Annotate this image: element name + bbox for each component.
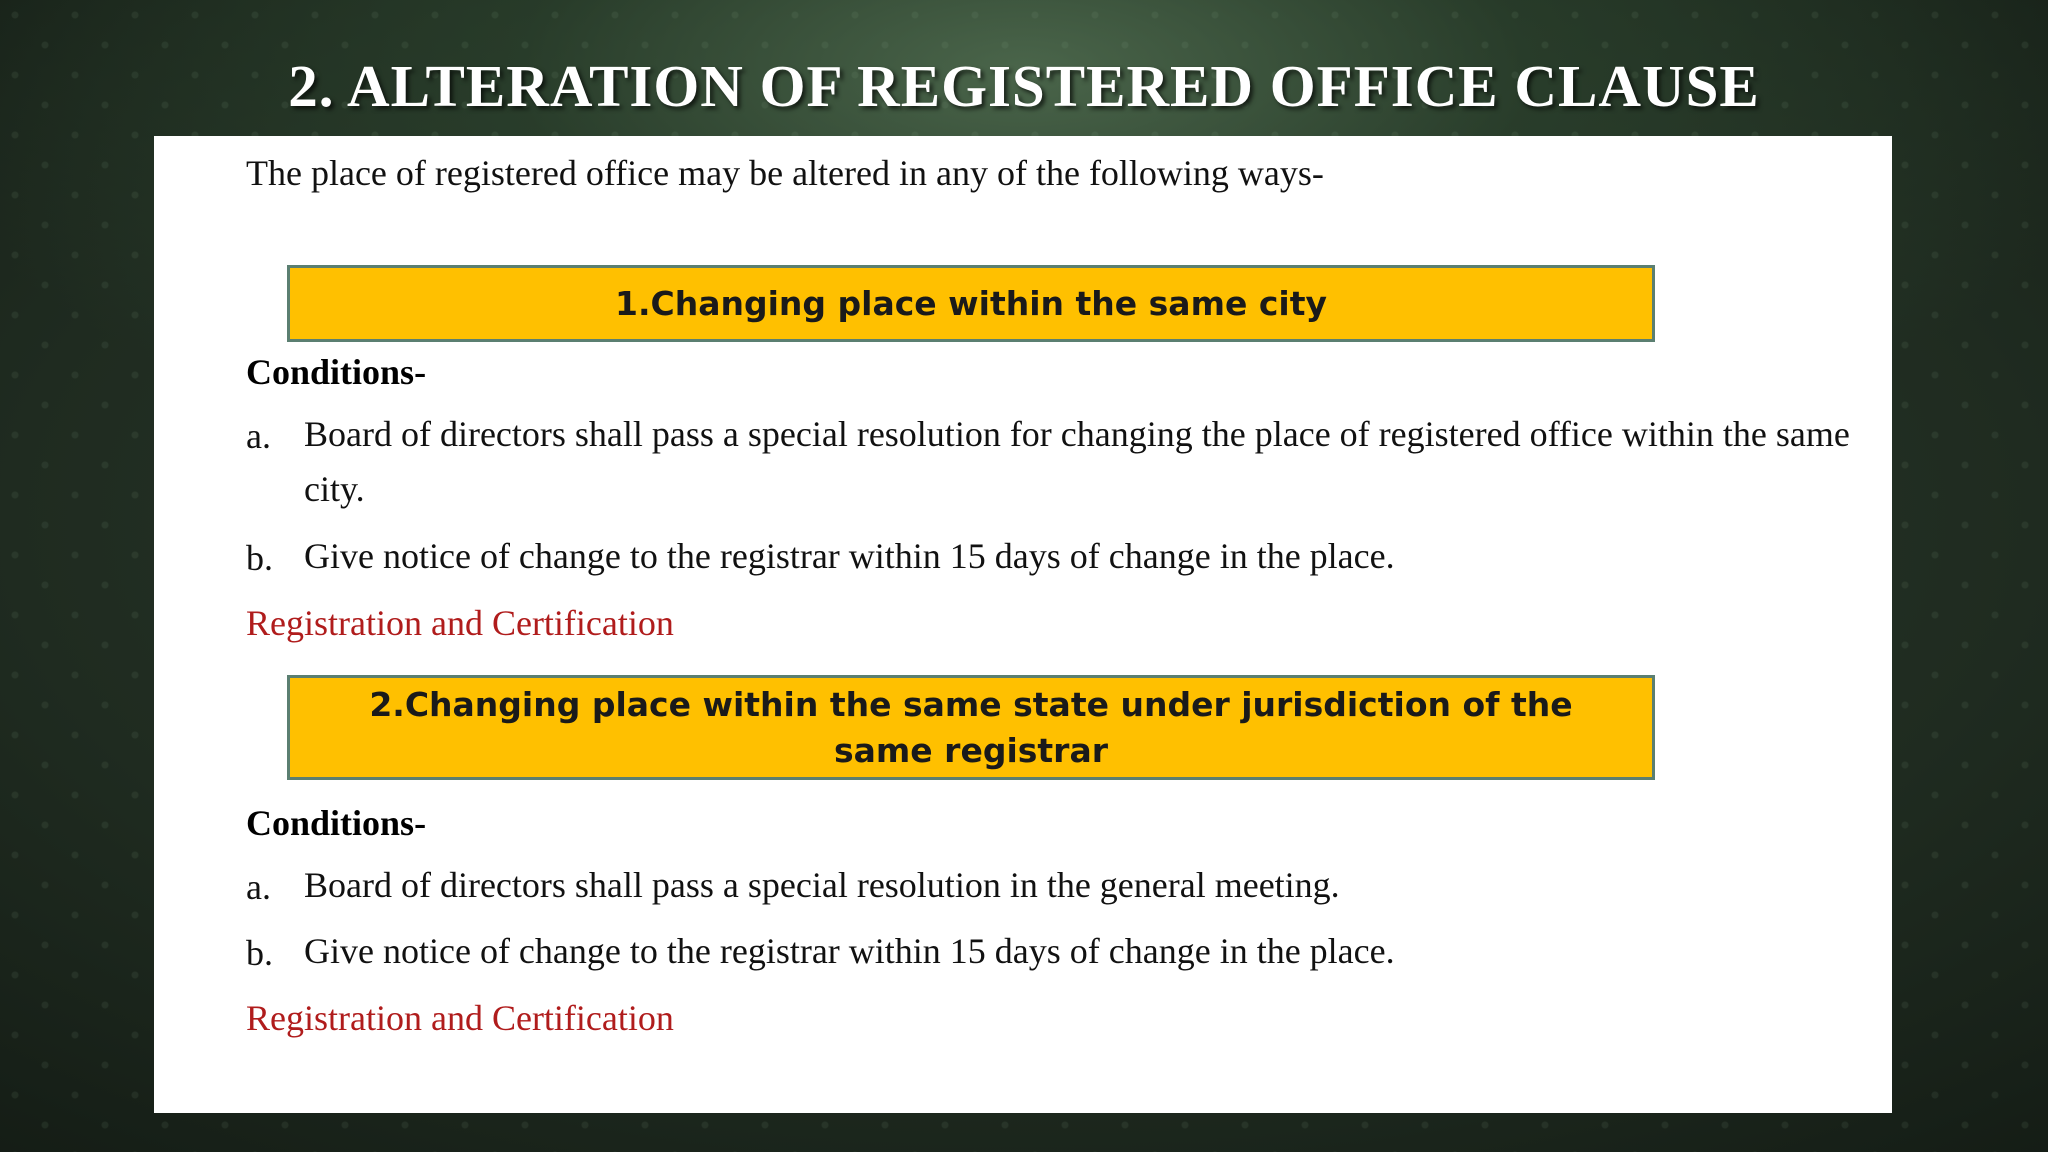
section-1-box-label: 1.Changing place within the same city <box>615 283 1327 323</box>
section-1-condition-b-text: Give notice of change to the registrar within 15 days of change in the place. <box>304 536 1395 576</box>
section-1-conditions-heading: Conditions- <box>246 352 427 392</box>
content-panel <box>154 136 1892 1113</box>
section-1-condition-a-letter: a. <box>246 416 271 456</box>
section-2-box <box>287 675 1655 780</box>
section-2-condition-a-letter: a. <box>246 867 271 907</box>
section-2-condition-b-letter: b. <box>246 933 273 973</box>
section-2-box-label: 2.Changing place within the same state under jurisdiction of the same registrar <box>369 684 1573 770</box>
section-1-condition-a-text: Board of directors shall pass a special resolution for changing the place of registered office within the same city. <box>304 414 1850 509</box>
section-2-conditions-heading: Conditions- <box>246 803 427 843</box>
section-1-box <box>287 265 1655 342</box>
section-2-footer: Registration and Certification <box>246 998 674 1038</box>
section-1-footer: Registration and Certification <box>246 603 674 643</box>
intro-text: The place of registered office may be altered in any of the following ways- <box>246 153 1324 193</box>
section-2-condition-b-text: Give notice of change to the registrar within 15 days of change in the place. <box>304 931 1395 971</box>
section-2-condition-a-text: Board of directors shall pass a special resolution in the general meeting. <box>304 865 1340 905</box>
slide-title: 2. ALTERATION OF REGISTERED OFFICE CLAUSE <box>288 53 1760 119</box>
section-1-condition-b-letter: b. <box>246 538 273 578</box>
